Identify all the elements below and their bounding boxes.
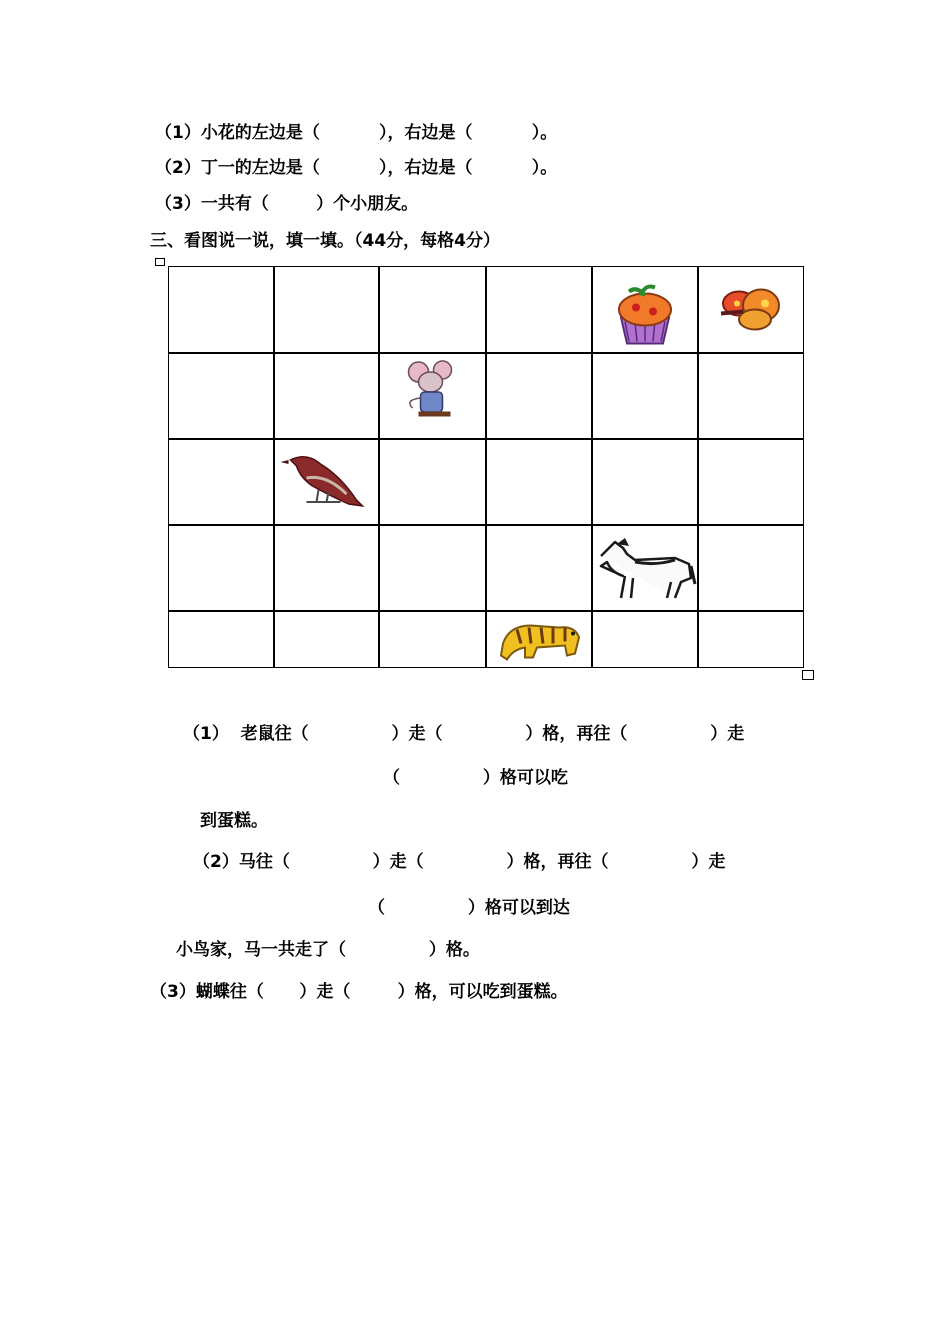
tiger-icon xyxy=(501,626,579,660)
mouse-icon xyxy=(409,361,452,414)
cake-icon xyxy=(619,287,671,344)
position-grid xyxy=(168,266,804,668)
section-3-title: 三、看图说一说，填一填。（44分，每格4分） xyxy=(150,231,500,251)
table-resize-handle[interactable] xyxy=(802,670,814,680)
bird-icon xyxy=(281,457,363,506)
q3-2-line-a: （2）马往（ ）走（ ）格，再往（ ）走 xyxy=(193,852,726,872)
q3-2-line-c: 小鸟家，马一共走了（ ）格。 xyxy=(176,940,480,960)
q3-1-line-c: 到蛋糕。 xyxy=(200,811,268,831)
q3-2-line-b: （ ）格可以到达 xyxy=(368,898,570,918)
q3-3-line: （3）蝴蝶往（ ）走（ ）格，可以吃到蛋糕。 xyxy=(150,982,568,1002)
q2-3-line: （3）一共有（ ）个小朋友。 xyxy=(155,194,419,214)
table-handle-top-left[interactable] xyxy=(155,258,165,266)
q2-2-line: （2）丁一的左边是（ ），右边是（ ）。 xyxy=(155,158,558,178)
q2-1-line: （1）小花的左边是（ ），右边是（ ）。 xyxy=(155,123,558,143)
butterfly-icon xyxy=(721,290,779,330)
q3-1-line-a: （1） 老鼠往（ ）走（ ）格，再往（ ）走 xyxy=(183,724,745,744)
horse-icon xyxy=(601,538,695,598)
q3-1-line-b: （ ）格可以吃 xyxy=(383,768,568,788)
